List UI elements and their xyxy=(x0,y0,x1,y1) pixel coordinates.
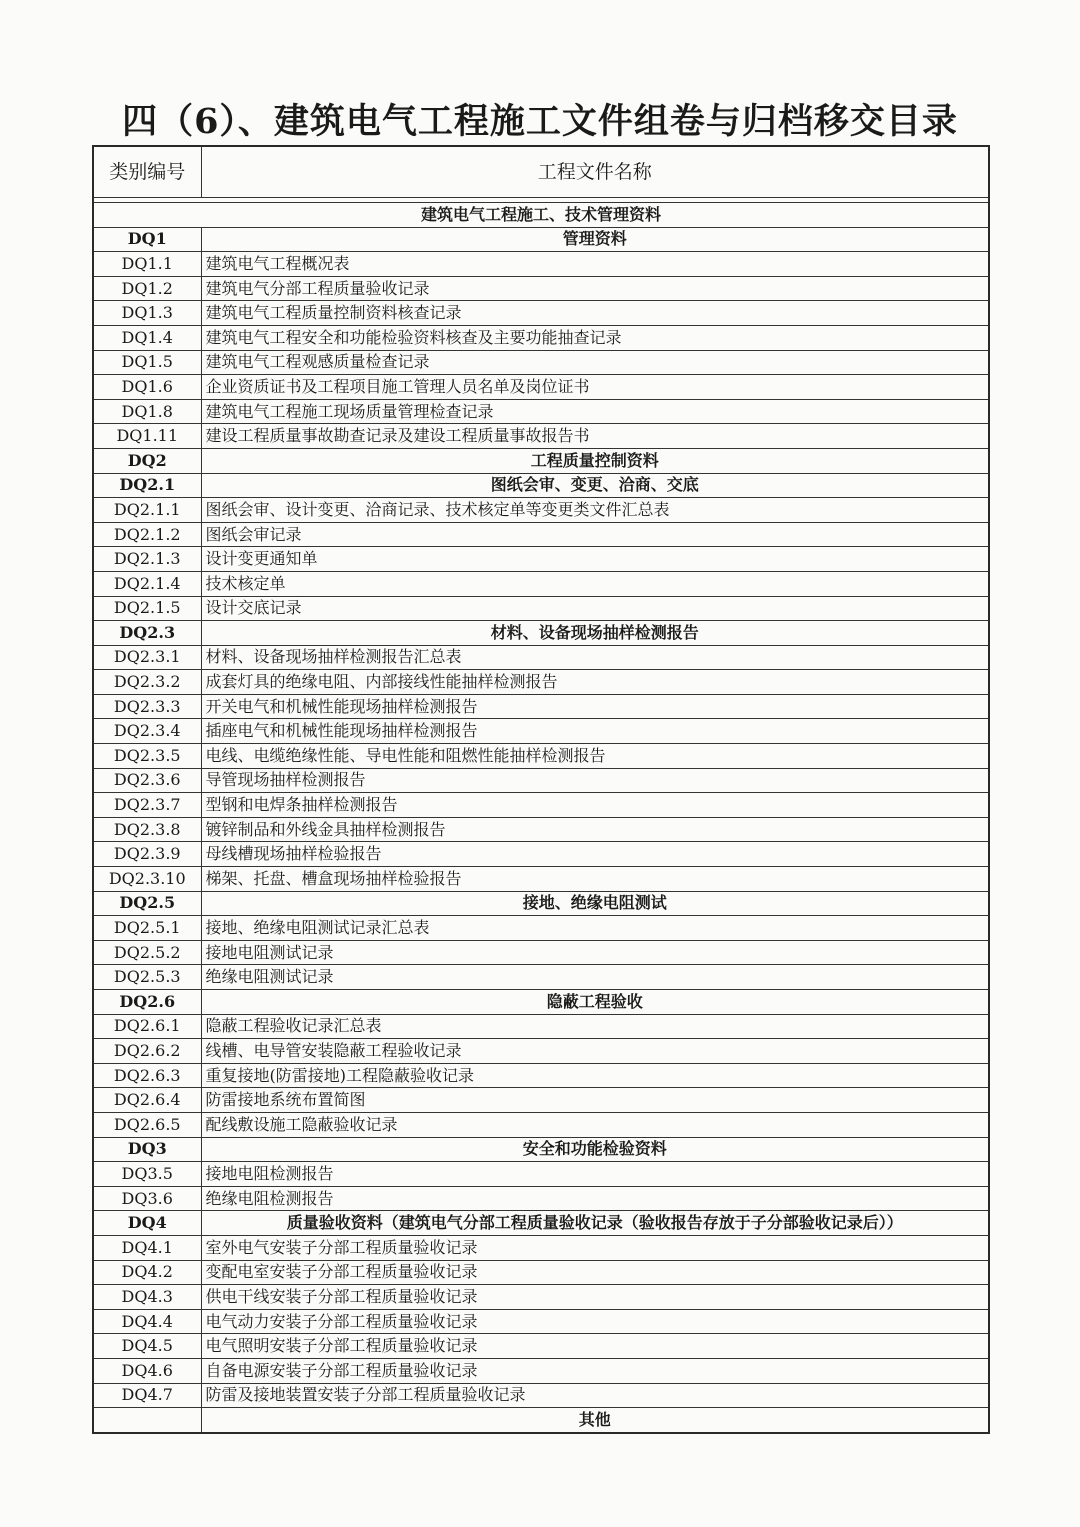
category-code: DQ1.11 xyxy=(93,424,201,449)
table-row xyxy=(93,1309,989,1334)
table-row xyxy=(93,1186,989,1211)
table-row xyxy=(93,940,989,965)
document-name: 接地电阻测试记录 xyxy=(201,940,989,965)
document-name: 绝缘电阻测试记录 xyxy=(201,965,989,990)
category-code: DQ4.7 xyxy=(93,1383,201,1408)
table-row xyxy=(93,793,989,818)
category-code: DQ2.1.2 xyxy=(93,522,201,547)
category-code: DQ2.3.2 xyxy=(93,670,201,695)
category-code: DQ2.1.5 xyxy=(93,596,201,621)
page-title: 四（6）、建筑电气工程施工文件组卷与归档移交目录 xyxy=(122,101,958,142)
table-row xyxy=(93,744,989,769)
category-code: DQ2.5.3 xyxy=(93,965,201,990)
group-title: 安全和功能检验资料 xyxy=(201,1137,989,1162)
table-row xyxy=(93,1014,989,1039)
category-code: DQ4.6 xyxy=(93,1358,201,1383)
group-row xyxy=(93,1137,989,1162)
category-code: DQ2.3.8 xyxy=(93,817,201,842)
document-name: 开关电气和机械性能现场抽样检测报告 xyxy=(201,694,989,719)
group-title: 工程质量控制资料 xyxy=(201,448,989,473)
document-name: 建筑电气工程质量控制资料核查记录 xyxy=(201,301,989,326)
group-title: 图纸会审、变更、洽商、交底 xyxy=(201,473,989,498)
category-code: DQ4 xyxy=(93,1211,201,1236)
group-row xyxy=(93,227,989,252)
document-name: 绝缘电阻检测报告 xyxy=(201,1186,989,1211)
table-row xyxy=(93,1358,989,1383)
document-name: 建筑电气工程概况表 xyxy=(201,252,989,277)
category-code: DQ2.6.3 xyxy=(93,1063,201,1088)
table-row xyxy=(93,1235,989,1260)
group-row xyxy=(93,1408,989,1433)
document-name: 材料、设备现场抽样检测报告汇总表 xyxy=(201,645,989,670)
document-name: 成套灯具的绝缘电阻、内部接线性能抽样检测报告 xyxy=(201,670,989,695)
document-name: 防雷接地系统布置简图 xyxy=(201,1088,989,1113)
document-name: 电气动力安装子分部工程质量验收记录 xyxy=(201,1309,989,1334)
category-code: DQ1.1 xyxy=(93,252,201,277)
document-name: 自备电源安装子分部工程质量验收记录 xyxy=(201,1358,989,1383)
table-row xyxy=(93,596,989,621)
group-title: 管理资料 xyxy=(201,227,989,252)
category-code: DQ2.6 xyxy=(93,990,201,1015)
document-name: 建筑电气分部工程质量验收记录 xyxy=(201,276,989,301)
table-row xyxy=(93,768,989,793)
table-row xyxy=(93,276,989,301)
table-row xyxy=(93,424,989,449)
table-row xyxy=(93,399,989,424)
table-row xyxy=(93,325,989,350)
group-title: 其他 xyxy=(201,1408,989,1433)
table-row xyxy=(93,498,989,523)
document-name: 建设工程质量事故勘查记录及建设工程质量事故报告书 xyxy=(201,424,989,449)
category-code: DQ2.1 xyxy=(93,473,201,498)
document-name: 插座电气和机械性能现场抽样检测报告 xyxy=(201,719,989,744)
table-row xyxy=(93,965,989,990)
category-code: DQ1.4 xyxy=(93,325,201,350)
document-name: 建筑电气工程观感质量检查记录 xyxy=(201,350,989,375)
category-code: DQ2.3.1 xyxy=(93,645,201,670)
category-code: DQ2.1.3 xyxy=(93,547,201,572)
table-header-row xyxy=(93,146,989,198)
category-code: DQ1.8 xyxy=(93,399,201,424)
table-row xyxy=(93,301,989,326)
document-name: 企业资质证书及工程项目施工管理人员名单及岗位证书 xyxy=(201,375,989,400)
table-row xyxy=(93,645,989,670)
group-row xyxy=(93,621,989,646)
document-name: 配线敷设施工隐蔽验收记录 xyxy=(201,1112,989,1137)
document-name: 镀锌制品和外线金具抽样检测报告 xyxy=(201,817,989,842)
group-title: 质量验收资料（建筑电气分部工程质量验收记录（验收报告存放于子分部验收记录后）） xyxy=(201,1211,989,1236)
group-title: 隐蔽工程验收 xyxy=(201,990,989,1015)
group-title: 接地、绝缘电阻测试 xyxy=(201,891,989,916)
category-code: DQ2.1.4 xyxy=(93,571,201,596)
document-name: 接地电阻检测报告 xyxy=(201,1162,989,1187)
category-code: DQ4.4 xyxy=(93,1309,201,1334)
group-row xyxy=(93,473,989,498)
table-row xyxy=(93,1162,989,1187)
category-code: DQ2.3.6 xyxy=(93,768,201,793)
table-row xyxy=(93,817,989,842)
category-code: DQ2.3.9 xyxy=(93,842,201,867)
table-row xyxy=(93,1063,989,1088)
table-row xyxy=(93,1088,989,1113)
group-row xyxy=(93,448,989,473)
table-row xyxy=(93,350,989,375)
category-code: DQ2.6.1 xyxy=(93,1014,201,1039)
category-code: DQ3.5 xyxy=(93,1162,201,1187)
category-code: DQ1.6 xyxy=(93,375,201,400)
table-row xyxy=(93,867,989,892)
category-code: DQ2.5.1 xyxy=(93,916,201,941)
category-code: DQ1.3 xyxy=(93,301,201,326)
document-name: 电气照明安装子分部工程质量验收记录 xyxy=(201,1334,989,1359)
table-row xyxy=(93,1112,989,1137)
table-row xyxy=(93,719,989,744)
category-code: DQ4.2 xyxy=(93,1260,201,1285)
name-column-header: 工程文件名称 xyxy=(201,146,989,198)
category-code: DQ3 xyxy=(93,1137,201,1162)
document-name: 设计交底记录 xyxy=(201,596,989,621)
table-row xyxy=(93,694,989,719)
table-row xyxy=(93,842,989,867)
document-name: 电线、电缆绝缘性能、导电性能和阻燃性能抽样检测报告 xyxy=(201,744,989,769)
category-code: DQ2.6.4 xyxy=(93,1088,201,1113)
category-code: DQ4.1 xyxy=(93,1235,201,1260)
document-name: 变配电室安装子分部工程质量验收记录 xyxy=(201,1260,989,1285)
table-row xyxy=(93,1260,989,1285)
category-code: DQ2.6.5 xyxy=(93,1112,201,1137)
category-code: DQ1.5 xyxy=(93,350,201,375)
table-row xyxy=(93,1383,989,1408)
document-name: 供电干线安装子分部工程质量验收记录 xyxy=(201,1285,989,1310)
table-row xyxy=(93,1039,989,1064)
category-code: DQ2.3.3 xyxy=(93,694,201,719)
document-name: 接地、绝缘电阻测试记录汇总表 xyxy=(201,916,989,941)
group-row xyxy=(93,891,989,916)
group-row xyxy=(93,1211,989,1236)
category-code: DQ2.6.2 xyxy=(93,1039,201,1064)
table-row xyxy=(93,522,989,547)
category-code: DQ3.6 xyxy=(93,1186,201,1211)
category-code: DQ2.3.10 xyxy=(93,867,201,892)
table-row xyxy=(93,1285,989,1310)
category-code xyxy=(93,1408,201,1433)
table-row xyxy=(93,375,989,400)
group-title: 材料、设备现场抽样检测报告 xyxy=(201,621,989,646)
document-name: 防雷及接地装置安装子分部工程质量验收记录 xyxy=(201,1383,989,1408)
section-title: 建筑电气工程施工、技术管理资料 xyxy=(93,203,989,228)
document-name: 建筑电气工程施工现场质量管理检查记录 xyxy=(201,399,989,424)
document-name: 图纸会审、设计变更、洽商记录、技术核定单等变更类文件汇总表 xyxy=(201,498,989,523)
code-column-header: 类别编号 xyxy=(93,146,201,198)
category-code: DQ2.3.4 xyxy=(93,719,201,744)
section-title-row xyxy=(93,203,989,228)
table-row xyxy=(93,916,989,941)
category-code: DQ2.3.5 xyxy=(93,744,201,769)
group-row xyxy=(93,990,989,1015)
table-row xyxy=(93,547,989,572)
category-code: DQ2.5.2 xyxy=(93,940,201,965)
document-name: 重复接地(防雷接地)工程隐蔽验收记录 xyxy=(201,1063,989,1088)
document-name: 图纸会审记录 xyxy=(201,522,989,547)
table-row xyxy=(93,1334,989,1359)
category-code: DQ1 xyxy=(93,227,201,252)
document-name: 隐蔽工程验收记录汇总表 xyxy=(201,1014,989,1039)
category-code: DQ2.3.7 xyxy=(93,793,201,818)
category-code: DQ4.5 xyxy=(93,1334,201,1359)
table-row xyxy=(93,571,989,596)
document-name: 室外电气安装子分部工程质量验收记录 xyxy=(201,1235,989,1260)
archive-catalog-table xyxy=(92,145,990,1434)
document-name: 梯架、托盘、槽盒现场抽样检验报告 xyxy=(201,867,989,892)
document-name: 设计变更通知单 xyxy=(201,547,989,572)
category-code: DQ2.5 xyxy=(93,891,201,916)
document-name: 技术核定单 xyxy=(201,571,989,596)
category-code: DQ2.3 xyxy=(93,621,201,646)
table-row xyxy=(93,252,989,277)
category-code: DQ1.2 xyxy=(93,276,201,301)
category-code: DQ2.1.1 xyxy=(93,498,201,523)
category-code: DQ4.3 xyxy=(93,1285,201,1310)
category-code: DQ2 xyxy=(93,448,201,473)
document-name: 导管现场抽样检测报告 xyxy=(201,768,989,793)
table-row xyxy=(93,670,989,695)
document-name: 型钢和电焊条抽样检测报告 xyxy=(201,793,989,818)
document-name: 建筑电气工程安全和功能检验资料核查及主要功能抽查记录 xyxy=(201,325,989,350)
document-name: 线槽、电导管安装隐蔽工程验收记录 xyxy=(201,1039,989,1064)
document-name: 母线槽现场抽样检验报告 xyxy=(201,842,989,867)
